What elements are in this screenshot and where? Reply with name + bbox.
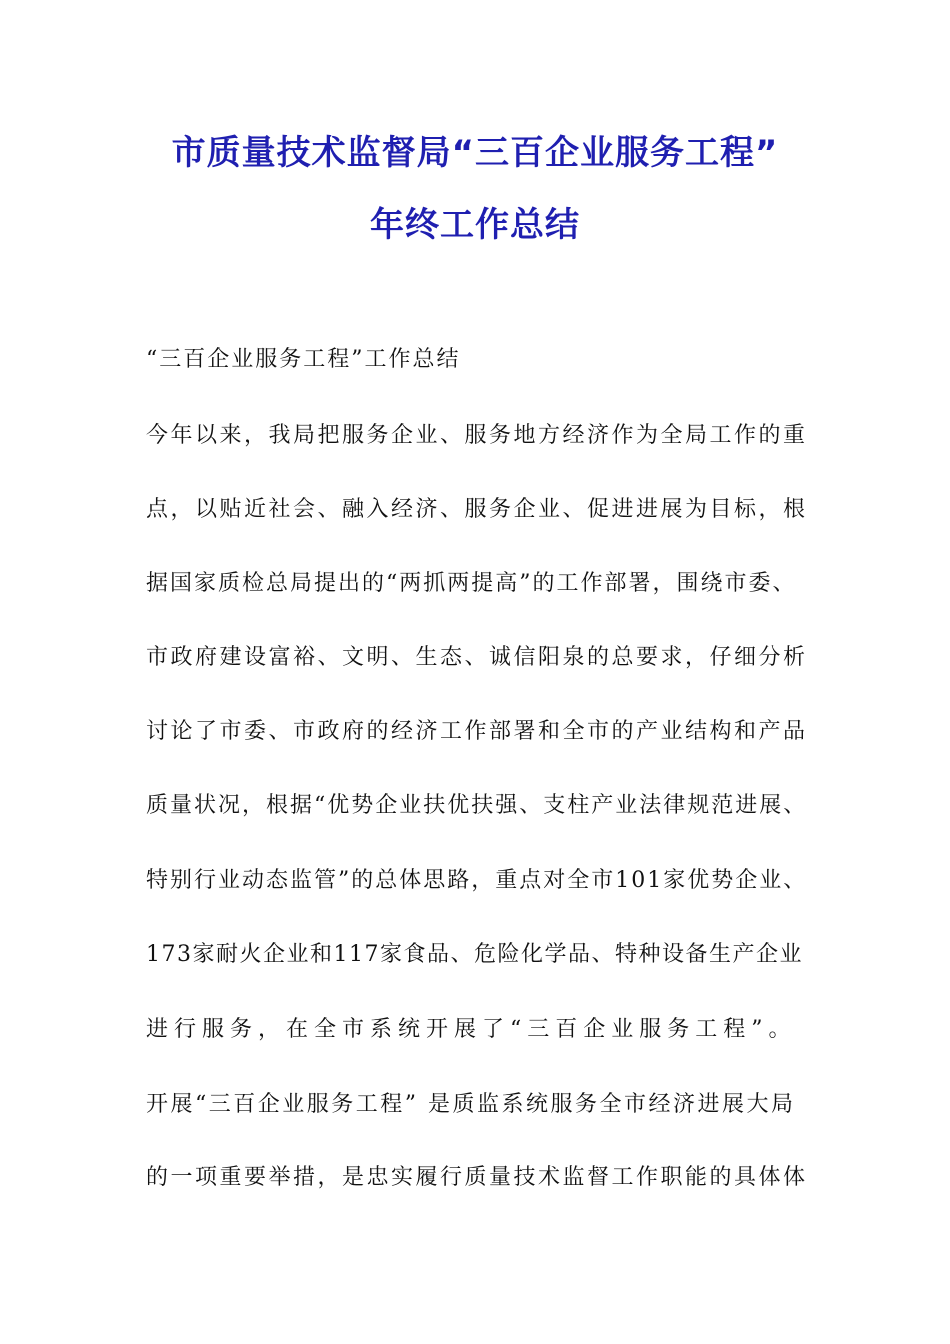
body-line: 173家耐火企业和117家食品、危险化学品、特种设备生产企业 [146, 942, 803, 967]
document-title-line-1: 市质量技术监督局“三百企业服务工程” [171, 133, 779, 173]
body-line: 点，以贴近社会、融入经济、服务企业、促进进展为目标，根 [146, 497, 808, 522]
body-line: 进行服务，在全市系统开展了“三百企业服务工程”。 [146, 1017, 797, 1042]
section-subheading: “三百企业服务工程”工作总结 [146, 347, 461, 372]
body-line: 讨论了市委、市政府的经济工作部署和全市的产业结构和产品 [146, 719, 808, 744]
body-line: 的一项重要举措，是忠实履行质量技术监督工作职能的具体体 [146, 1165, 808, 1190]
body-line: 质量状况，根据“优势企业扶优扶强、支柱产业法律规范进展、 [146, 793, 808, 818]
document-title-line-2: 年终工作总结 [370, 205, 580, 245]
body-line: 开展“三百企业服务工程” 是质监系统服务全市经济进展大局 [146, 1092, 796, 1117]
body-line: 据国家质检总局提出的“两抓两提高”的工作部署，围绕市委、 [146, 571, 797, 596]
body-line: 特别行业动态监管”的总体思路，重点对全市101家优势企业、 [146, 868, 808, 893]
body-line: 市政府建设富裕、文明、生态、诚信阳泉的总要求，仔细分析 [146, 645, 808, 670]
body-line: 今年以来，我局把服务企业、服务地方经济作为全局工作的重 [146, 423, 808, 448]
